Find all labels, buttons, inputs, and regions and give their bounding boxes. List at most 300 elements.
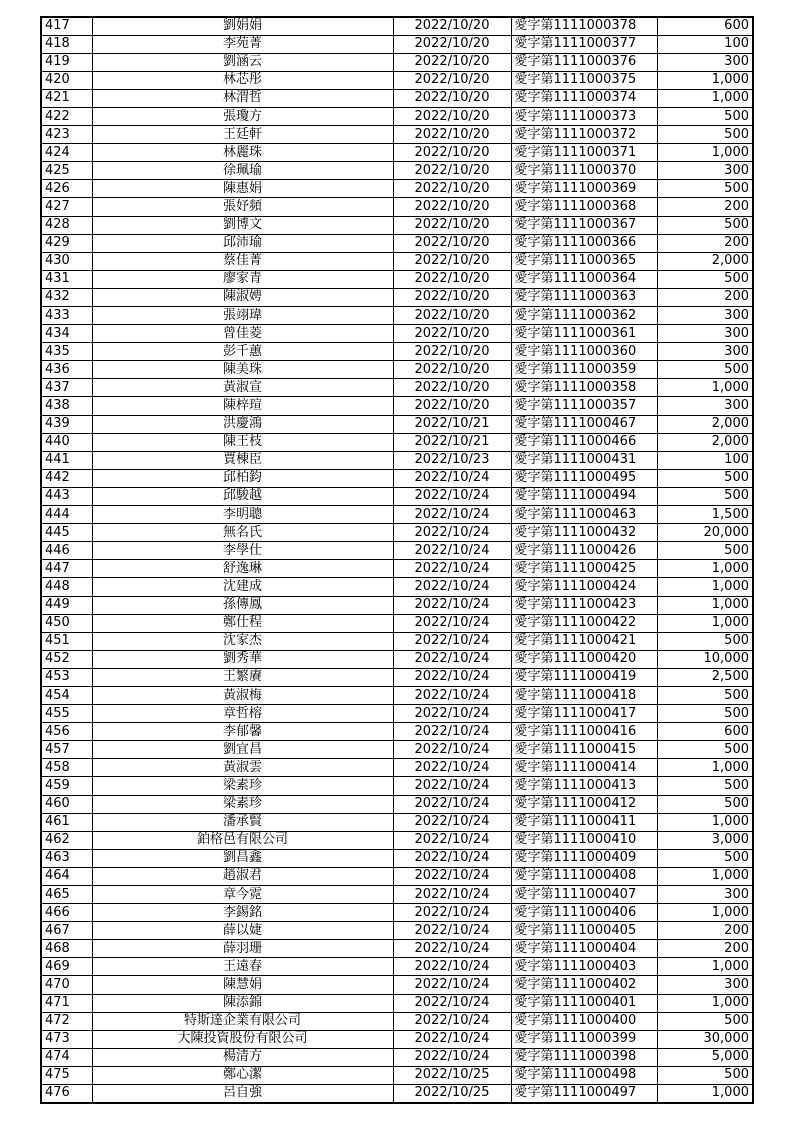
table-row — [41, 107, 753, 125]
row-number-cell: 424 — [41, 144, 92, 162]
table-row — [41, 216, 753, 234]
row-number-cell: 417 — [41, 17, 92, 35]
amount-cell: 200 — [657, 288, 753, 306]
row-number-cell: 440 — [41, 433, 92, 451]
row-number-cell: 450 — [41, 614, 92, 632]
row-number-cell: 475 — [41, 1066, 92, 1084]
donation-table-body — [41, 17, 753, 1103]
donation-date-cell: 2022/10/24 — [393, 705, 511, 723]
donor-name-cell: 黃淑梅 — [92, 686, 393, 704]
donation-date-cell: 2022/10/24 — [393, 904, 511, 922]
donation-date-cell: 2022/10/20 — [393, 89, 511, 107]
table-row — [41, 886, 753, 904]
receipt-number-cell: 愛字第1111000422 — [511, 614, 657, 632]
amount-cell: 100 — [657, 451, 753, 469]
receipt-number-cell: 愛字第1111000424 — [511, 578, 657, 596]
amount-cell: 1,000 — [657, 71, 753, 89]
receipt-number-cell: 愛字第1111000402 — [511, 976, 657, 994]
donor-name-cell: 呂自強 — [92, 1085, 393, 1103]
amount-cell: 300 — [657, 886, 753, 904]
donation-date-cell: 2022/10/24 — [393, 524, 511, 542]
donation-date-cell: 2022/10/21 — [393, 415, 511, 433]
receipt-number-cell: 愛字第1111000374 — [511, 89, 657, 107]
receipt-number-cell: 愛字第1111000367 — [511, 216, 657, 234]
table-row — [41, 343, 753, 361]
row-number-cell: 474 — [41, 1048, 92, 1066]
donation-date-cell: 2022/10/20 — [393, 270, 511, 288]
table-row — [41, 578, 753, 596]
receipt-number-cell: 愛字第1111000401 — [511, 994, 657, 1012]
donor-name-cell: 沈建成 — [92, 578, 393, 596]
table-row — [41, 940, 753, 958]
receipt-number-cell: 愛字第1111000415 — [511, 741, 657, 759]
receipt-number-cell: 愛字第1111000373 — [511, 107, 657, 125]
amount-cell: 500 — [657, 1066, 753, 1084]
table-row — [41, 777, 753, 795]
amount-cell: 5,000 — [657, 1048, 753, 1066]
table-row — [41, 958, 753, 976]
donor-name-cell: 鄭心潔 — [92, 1066, 393, 1084]
row-number-cell: 422 — [41, 107, 92, 125]
donation-date-cell: 2022/10/24 — [393, 1048, 511, 1066]
table-row — [41, 307, 753, 325]
donor-name-cell: 廖家青 — [92, 270, 393, 288]
donor-name-cell: 邱駿越 — [92, 487, 393, 505]
row-number-cell: 418 — [41, 35, 92, 53]
table-row — [41, 632, 753, 650]
donation-date-cell: 2022/10/24 — [393, 614, 511, 632]
donor-name-cell: 陳慧娟 — [92, 976, 393, 994]
receipt-number-cell: 愛字第1111000403 — [511, 958, 657, 976]
row-number-cell: 447 — [41, 560, 92, 578]
table-row — [41, 650, 753, 668]
amount-cell: 500 — [657, 795, 753, 813]
donor-name-cell: 陳惠娟 — [92, 180, 393, 198]
donor-name-cell: 洪慶鴻 — [92, 415, 393, 433]
amount-cell: 1,000 — [657, 578, 753, 596]
receipt-number-cell: 愛字第1111000376 — [511, 53, 657, 71]
amount-cell: 200 — [657, 922, 753, 940]
table-row — [41, 487, 753, 505]
table-row — [41, 596, 753, 614]
receipt-number-cell: 愛字第1111000410 — [511, 831, 657, 849]
row-number-cell: 434 — [41, 325, 92, 343]
table-row — [41, 1012, 753, 1030]
donation-date-cell: 2022/10/24 — [393, 650, 511, 668]
table-row — [41, 705, 753, 723]
donor-name-cell: 張翊瑋 — [92, 307, 393, 325]
amount-cell: 1,000 — [657, 144, 753, 162]
donation-date-cell: 2022/10/24 — [393, 578, 511, 596]
donation-date-cell: 2022/10/20 — [393, 107, 511, 125]
row-number-cell: 458 — [41, 759, 92, 777]
receipt-number-cell: 愛字第1111000412 — [511, 795, 657, 813]
donation-date-cell: 2022/10/24 — [393, 1012, 511, 1030]
row-number-cell: 453 — [41, 668, 92, 686]
receipt-number-cell: 愛字第1111000494 — [511, 487, 657, 505]
donor-name-cell: 章今霓 — [92, 886, 393, 904]
donation-date-cell: 2022/10/24 — [393, 849, 511, 867]
donor-name-cell: 梁素珍 — [92, 777, 393, 795]
donor-name-cell: 孫傳鳳 — [92, 596, 393, 614]
amount-cell: 500 — [657, 777, 753, 795]
donor-name-cell: 潘承賢 — [92, 813, 393, 831]
receipt-number-cell: 愛字第1111000366 — [511, 234, 657, 252]
table-row — [41, 1085, 753, 1103]
donor-name-cell: 陳梓瑄 — [92, 397, 393, 415]
receipt-number-cell: 愛字第1111000363 — [511, 288, 657, 306]
amount-cell: 200 — [657, 940, 753, 958]
amount-cell: 500 — [657, 686, 753, 704]
row-number-cell: 473 — [41, 1030, 92, 1048]
donor-name-cell: 王廷軒 — [92, 126, 393, 144]
donor-name-cell: 鉑格邑有限公司 — [92, 831, 393, 849]
receipt-number-cell: 愛字第1111000498 — [511, 1066, 657, 1084]
table-row — [41, 686, 753, 704]
donation-date-cell: 2022/10/24 — [393, 994, 511, 1012]
donation-date-cell: 2022/10/21 — [393, 433, 511, 451]
receipt-number-cell: 愛字第1111000421 — [511, 632, 657, 650]
donation-date-cell: 2022/10/24 — [393, 560, 511, 578]
amount-cell: 2,500 — [657, 668, 753, 686]
donation-date-cell: 2022/10/20 — [393, 397, 511, 415]
donation-date-cell: 2022/10/24 — [393, 1030, 511, 1048]
amount-cell: 500 — [657, 216, 753, 234]
amount-cell: 200 — [657, 198, 753, 216]
table-row — [41, 723, 753, 741]
table-row — [41, 198, 753, 216]
amount-cell: 500 — [657, 542, 753, 560]
receipt-number-cell: 愛字第1111000360 — [511, 343, 657, 361]
receipt-number-cell: 愛字第1111000359 — [511, 361, 657, 379]
donor-name-cell: 邱柏鈞 — [92, 469, 393, 487]
donor-name-cell: 劉宜昌 — [92, 741, 393, 759]
receipt-number-cell: 愛字第1111000423 — [511, 596, 657, 614]
row-number-cell: 435 — [41, 343, 92, 361]
receipt-number-cell: 愛字第1111000416 — [511, 723, 657, 741]
receipt-number-cell: 愛字第1111000426 — [511, 542, 657, 560]
row-number-cell: 461 — [41, 813, 92, 831]
receipt-number-cell: 愛字第1111000411 — [511, 813, 657, 831]
table-row — [41, 397, 753, 415]
amount-cell: 300 — [657, 397, 753, 415]
donor-name-cell: 陳王枝 — [92, 433, 393, 451]
row-number-cell: 465 — [41, 886, 92, 904]
table-row — [41, 89, 753, 107]
row-number-cell: 468 — [41, 940, 92, 958]
donation-date-cell: 2022/10/25 — [393, 1066, 511, 1084]
row-number-cell: 462 — [41, 831, 92, 849]
receipt-number-cell: 愛字第1111000371 — [511, 144, 657, 162]
amount-cell: 500 — [657, 741, 753, 759]
donor-name-cell: 劉涵云 — [92, 53, 393, 71]
donor-name-cell: 薛以婕 — [92, 922, 393, 940]
donation-date-cell: 2022/10/20 — [393, 126, 511, 144]
amount-cell: 500 — [657, 1012, 753, 1030]
donation-date-cell: 2022/10/24 — [393, 867, 511, 885]
table-row — [41, 325, 753, 343]
donor-name-cell: 李學仕 — [92, 542, 393, 560]
donation-date-cell: 2022/10/24 — [393, 686, 511, 704]
receipt-number-cell: 愛字第1111000378 — [511, 17, 657, 35]
donor-name-cell: 王遠春 — [92, 958, 393, 976]
amount-cell: 1,000 — [657, 759, 753, 777]
row-number-cell: 428 — [41, 216, 92, 234]
row-number-cell: 441 — [41, 451, 92, 469]
donation-date-cell: 2022/10/24 — [393, 940, 511, 958]
donor-name-cell: 薛羽珊 — [92, 940, 393, 958]
amount-cell: 300 — [657, 307, 753, 325]
receipt-number-cell: 愛字第1111000463 — [511, 506, 657, 524]
donation-date-cell: 2022/10/24 — [393, 759, 511, 777]
donation-date-cell: 2022/10/20 — [393, 71, 511, 89]
donation-date-cell: 2022/10/24 — [393, 886, 511, 904]
donor-name-cell: 邱沛瑜 — [92, 234, 393, 252]
table-row — [41, 831, 753, 849]
receipt-number-cell: 愛字第1111000466 — [511, 433, 657, 451]
table-row — [41, 234, 753, 252]
row-number-cell: 471 — [41, 994, 92, 1012]
row-number-cell: 423 — [41, 126, 92, 144]
receipt-number-cell: 愛字第1111000407 — [511, 886, 657, 904]
table-row — [41, 469, 753, 487]
donor-name-cell: 鄭仕程 — [92, 614, 393, 632]
amount-cell: 1,000 — [657, 560, 753, 578]
donation-date-cell: 2022/10/20 — [393, 35, 511, 53]
amount-cell: 1,000 — [657, 596, 753, 614]
amount-cell: 1,000 — [657, 994, 753, 1012]
donor-name-cell: 陳添錦 — [92, 994, 393, 1012]
donation-date-cell: 2022/10/20 — [393, 343, 511, 361]
row-number-cell: 464 — [41, 867, 92, 885]
donor-name-cell: 王繁賡 — [92, 668, 393, 686]
row-number-cell: 421 — [41, 89, 92, 107]
donor-name-cell: 徐珮瑜 — [92, 162, 393, 180]
donor-name-cell: 張妤頻 — [92, 198, 393, 216]
donation-date-cell: 2022/10/24 — [393, 506, 511, 524]
table-row — [41, 976, 753, 994]
amount-cell: 100 — [657, 35, 753, 53]
donation-date-cell: 2022/10/24 — [393, 795, 511, 813]
amount-cell: 500 — [657, 180, 753, 198]
donor-name-cell: 林芯彤 — [92, 71, 393, 89]
amount-cell: 2,000 — [657, 433, 753, 451]
table-row — [41, 849, 753, 867]
row-number-cell: 466 — [41, 904, 92, 922]
donation-date-cell: 2022/10/24 — [393, 831, 511, 849]
donor-name-cell: 舒逸琳 — [92, 560, 393, 578]
row-number-cell: 459 — [41, 777, 92, 795]
donation-date-cell: 2022/10/20 — [393, 216, 511, 234]
receipt-number-cell: 愛字第1111000404 — [511, 940, 657, 958]
donation-date-cell: 2022/10/20 — [393, 162, 511, 180]
donor-name-cell: 楊清方 — [92, 1048, 393, 1066]
donor-name-cell: 張瓊方 — [92, 107, 393, 125]
receipt-number-cell: 愛字第1111000361 — [511, 325, 657, 343]
table-row — [41, 614, 753, 632]
receipt-number-cell: 愛字第1111000399 — [511, 1030, 657, 1048]
receipt-number-cell: 愛字第1111000408 — [511, 867, 657, 885]
amount-cell: 2,000 — [657, 415, 753, 433]
receipt-number-cell: 愛字第1111000400 — [511, 1012, 657, 1030]
table-row — [41, 270, 753, 288]
amount-cell: 1,000 — [657, 867, 753, 885]
row-number-cell: 427 — [41, 198, 92, 216]
table-row — [41, 415, 753, 433]
donation-date-cell: 2022/10/25 — [393, 1085, 511, 1103]
donation-table — [40, 16, 754, 1104]
donor-name-cell: 黃淑宣 — [92, 379, 393, 397]
table-row — [41, 35, 753, 53]
donor-name-cell: 劉博文 — [92, 216, 393, 234]
row-number-cell: 426 — [41, 180, 92, 198]
donation-date-cell: 2022/10/20 — [393, 288, 511, 306]
receipt-number-cell: 愛字第1111000377 — [511, 35, 657, 53]
amount-cell: 10,000 — [657, 650, 753, 668]
table-row — [41, 994, 753, 1012]
donor-name-cell: 李明聰 — [92, 506, 393, 524]
table-row — [41, 560, 753, 578]
receipt-number-cell: 愛字第1111000431 — [511, 451, 657, 469]
amount-cell: 500 — [657, 270, 753, 288]
table-row — [41, 1048, 753, 1066]
receipt-number-cell: 愛字第1111000406 — [511, 904, 657, 922]
amount-cell: 30,000 — [657, 1030, 753, 1048]
donor-name-cell: 黃淑雲 — [92, 759, 393, 777]
row-number-cell: 444 — [41, 506, 92, 524]
donor-name-cell: 大陳投資股份有限公司 — [92, 1030, 393, 1048]
amount-cell: 1,000 — [657, 958, 753, 976]
row-number-cell: 419 — [41, 53, 92, 71]
receipt-number-cell: 愛字第1111000467 — [511, 415, 657, 433]
donor-name-cell: 無名氏 — [92, 524, 393, 542]
row-number-cell: 438 — [41, 397, 92, 415]
table-row — [41, 741, 753, 759]
amount-cell: 500 — [657, 107, 753, 125]
table-row — [41, 361, 753, 379]
receipt-number-cell: 愛字第1111000369 — [511, 180, 657, 198]
row-number-cell: 431 — [41, 270, 92, 288]
table-row — [41, 71, 753, 89]
row-number-cell: 456 — [41, 723, 92, 741]
donor-name-cell: 梁素珍 — [92, 795, 393, 813]
donation-date-cell: 2022/10/20 — [393, 198, 511, 216]
amount-cell: 2,000 — [657, 252, 753, 270]
amount-cell: 1,000 — [657, 813, 753, 831]
receipt-number-cell: 愛字第1111000495 — [511, 469, 657, 487]
donation-date-cell: 2022/10/20 — [393, 180, 511, 198]
table-row — [41, 17, 753, 35]
donation-date-cell: 2022/10/20 — [393, 234, 511, 252]
row-number-cell: 443 — [41, 487, 92, 505]
row-number-cell: 457 — [41, 741, 92, 759]
amount-cell: 300 — [657, 976, 753, 994]
amount-cell: 300 — [657, 53, 753, 71]
donor-name-cell: 林渭哲 — [92, 89, 393, 107]
row-number-cell: 455 — [41, 705, 92, 723]
table-row — [41, 867, 753, 885]
donor-name-cell: 陳美珠 — [92, 361, 393, 379]
donation-date-cell: 2022/10/20 — [393, 361, 511, 379]
row-number-cell: 449 — [41, 596, 92, 614]
amount-cell: 300 — [657, 162, 753, 180]
receipt-number-cell: 愛字第1111000370 — [511, 162, 657, 180]
receipt-number-cell: 愛字第1111000372 — [511, 126, 657, 144]
row-number-cell: 433 — [41, 307, 92, 325]
amount-cell: 500 — [657, 849, 753, 867]
row-number-cell: 436 — [41, 361, 92, 379]
amount-cell: 3,000 — [657, 831, 753, 849]
receipt-number-cell: 愛字第1111000425 — [511, 560, 657, 578]
table-row — [41, 542, 753, 560]
row-number-cell: 432 — [41, 288, 92, 306]
amount-cell: 1,000 — [657, 89, 753, 107]
donation-date-cell: 2022/10/20 — [393, 17, 511, 35]
donor-name-cell: 蔡佳菁 — [92, 252, 393, 270]
receipt-number-cell: 愛字第1111000375 — [511, 71, 657, 89]
amount-cell: 500 — [657, 487, 753, 505]
row-number-cell: 467 — [41, 922, 92, 940]
row-number-cell: 429 — [41, 234, 92, 252]
donation-date-cell: 2022/10/24 — [393, 976, 511, 994]
receipt-number-cell: 愛字第1111000417 — [511, 705, 657, 723]
table-row — [41, 524, 753, 542]
table-row — [41, 904, 753, 922]
amount-cell: 500 — [657, 632, 753, 650]
amount-cell: 1,000 — [657, 904, 753, 922]
row-number-cell: 420 — [41, 71, 92, 89]
amount-cell: 20,000 — [657, 524, 753, 542]
donor-name-cell: 沈家杰 — [92, 632, 393, 650]
donation-date-cell: 2022/10/24 — [393, 596, 511, 614]
amount-cell: 1,000 — [657, 614, 753, 632]
amount-cell: 200 — [657, 234, 753, 252]
table-row — [41, 795, 753, 813]
amount-cell: 300 — [657, 343, 753, 361]
donor-name-cell: 章哲榕 — [92, 705, 393, 723]
table-row — [41, 451, 753, 469]
table-row — [41, 506, 753, 524]
receipt-number-cell: 愛字第1111000432 — [511, 524, 657, 542]
donor-name-cell: 彭千蕙 — [92, 343, 393, 361]
donor-name-cell: 曾佳菱 — [92, 325, 393, 343]
donor-name-cell: 劉娟娟 — [92, 17, 393, 35]
receipt-number-cell: 愛字第1111000414 — [511, 759, 657, 777]
donor-name-cell: 林麗珠 — [92, 144, 393, 162]
table-row — [41, 759, 753, 777]
donation-date-cell: 2022/10/24 — [393, 469, 511, 487]
table-row — [41, 53, 753, 71]
donor-name-cell: 陳淑娉 — [92, 288, 393, 306]
donor-name-cell: 劉秀華 — [92, 650, 393, 668]
row-number-cell: 476 — [41, 1085, 92, 1103]
row-number-cell: 442 — [41, 469, 92, 487]
row-number-cell: 425 — [41, 162, 92, 180]
amount-cell: 1,500 — [657, 506, 753, 524]
donor-name-cell: 趙淑君 — [92, 867, 393, 885]
table-row — [41, 813, 753, 831]
receipt-number-cell: 愛字第1111000358 — [511, 379, 657, 397]
table-row — [41, 1030, 753, 1048]
donation-date-cell: 2022/10/24 — [393, 958, 511, 976]
donation-date-cell: 2022/10/24 — [393, 487, 511, 505]
receipt-number-cell: 愛字第1111000362 — [511, 307, 657, 325]
table-row — [41, 668, 753, 686]
donor-name-cell: 李錫銘 — [92, 904, 393, 922]
row-number-cell: 446 — [41, 542, 92, 560]
table-row — [41, 144, 753, 162]
amount-cell: 600 — [657, 17, 753, 35]
